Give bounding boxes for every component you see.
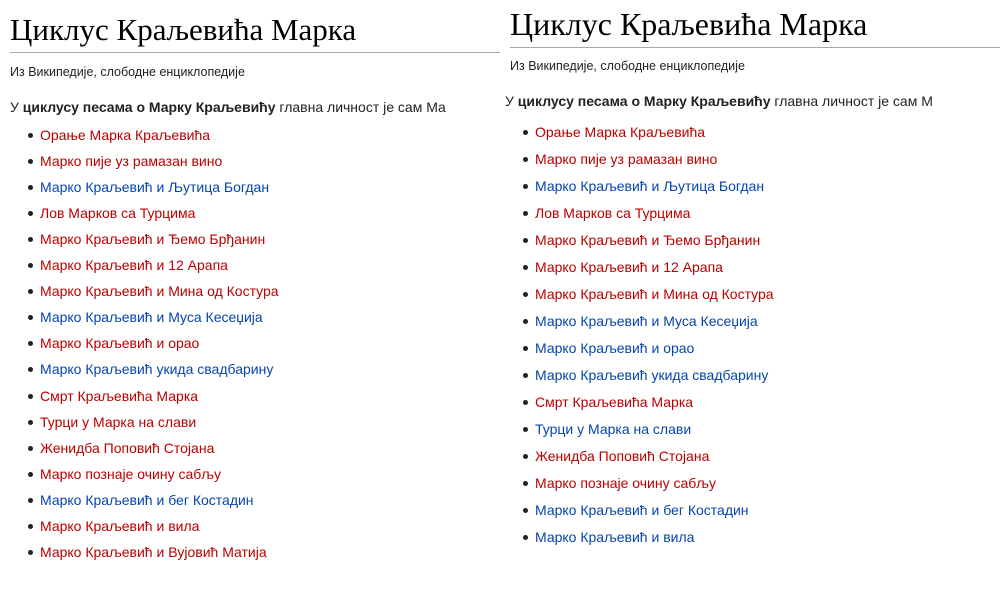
article-link[interactable]: Марко Краљевић и Љутица Богдан — [535, 177, 765, 194]
missing-article-link[interactable]: Лов Марков са Турцима — [535, 204, 691, 221]
list-item — [523, 416, 1000, 443]
list-item — [28, 148, 505, 174]
bullet-icon — [28, 237, 33, 242]
missing-article-link[interactable]: Марко Краљевић и 12 Арапа — [40, 257, 228, 274]
bullet-icon — [523, 157, 528, 162]
list-item — [28, 226, 505, 252]
bullet-icon — [523, 427, 528, 432]
bullet-icon — [28, 367, 33, 372]
article-link[interactable]: Марко Краљевић и бег Костадин — [535, 501, 749, 518]
missing-article-link[interactable]: Марко Краљевић и орао — [40, 335, 200, 352]
intro-suffix: главна личност је сам М — [770, 92, 933, 109]
list-item — [28, 278, 505, 304]
article-link[interactable]: Марко Краљевић и вила — [535, 528, 695, 545]
page-subtitle: Из Википедије, слободне енциклопедије — [510, 58, 745, 73]
list-item — [28, 304, 505, 330]
missing-article-link[interactable]: Марко Краљевић и Мина од Костура — [40, 283, 279, 300]
page-title: Циклус Краљевића Марка — [10, 12, 500, 53]
missing-article-link[interactable]: Марко Краљевић и Ђемо Брђанин — [40, 231, 266, 248]
bullet-icon — [28, 185, 33, 190]
list-item — [523, 362, 1000, 389]
missing-article-link[interactable]: Марко пије уз рамазан вино — [40, 152, 223, 169]
list-item — [28, 252, 505, 278]
missing-article-link[interactable]: Марко Краљевић и Мина од Костура — [535, 285, 774, 302]
list-item — [523, 389, 1000, 416]
bullet-icon — [523, 130, 528, 135]
bullet-icon — [28, 524, 33, 529]
bullet-icon — [523, 211, 528, 216]
missing-article-link[interactable]: Женидба Поповић Стојана — [535, 447, 710, 464]
bullet-icon — [28, 550, 33, 555]
missing-article-link[interactable]: Лов Марков са Турцима — [40, 204, 196, 221]
bullet-icon — [28, 211, 33, 216]
list-item — [523, 308, 1000, 335]
bullet-icon — [28, 159, 33, 164]
intro-prefix: У — [10, 98, 23, 115]
bullet-icon — [28, 394, 33, 399]
missing-article-link[interactable]: Смрт Краљевића Марка — [40, 387, 199, 404]
list-item — [28, 356, 505, 382]
missing-article-link[interactable]: Орање Марка Краљевића — [535, 123, 706, 140]
list-item — [28, 122, 505, 148]
list-item — [523, 497, 1000, 524]
bullet-icon — [523, 184, 528, 189]
missing-article-link[interactable]: Турци у Марка на слави — [40, 413, 197, 430]
bullet-icon — [28, 472, 33, 477]
intro-prefix: У — [505, 92, 518, 109]
list-item — [523, 470, 1000, 497]
intro-paragraph — [10, 99, 505, 115]
bullet-icon — [28, 420, 33, 425]
bullet-icon — [28, 315, 33, 320]
missing-article-link[interactable]: Смрт Краљевића Марка — [535, 393, 694, 410]
list-item — [523, 254, 1000, 281]
missing-article-link[interactable]: Марко Краљевић и вила — [40, 518, 200, 535]
list-item — [28, 174, 505, 200]
list-item — [523, 173, 1000, 200]
bullet-icon — [28, 446, 33, 451]
bullet-icon — [523, 508, 528, 513]
missing-article-link[interactable]: Орање Марка Краљевића — [40, 126, 211, 143]
list-item — [523, 443, 1000, 470]
missing-article-link[interactable]: Марко Краљевић и Ђемо Брђанин — [535, 231, 761, 248]
list-item — [28, 513, 505, 539]
right-page-panel — [505, 0, 1000, 600]
article-link[interactable]: Марко Краљевић укида свадбарину — [535, 366, 769, 383]
missing-article-link[interactable]: Марко Краљевић и 12 Арапа — [535, 258, 723, 275]
list-item — [28, 539, 505, 565]
page-title: Циклус Краљевића Марка — [510, 6, 1000, 48]
bullet-icon — [28, 341, 33, 346]
article-link[interactable]: Марко Краљевић и Муса Кесеџија — [535, 312, 758, 329]
page-subtitle: Из Википедије, слободне енциклопедије — [10, 64, 245, 79]
list-item — [28, 200, 505, 226]
poem-list — [28, 122, 505, 566]
bullet-icon — [28, 498, 33, 503]
list-item — [28, 409, 505, 435]
bullet-icon — [523, 535, 528, 540]
intro-bold-phrase: циклусу песама о Марку Краљевићу — [517, 92, 771, 109]
missing-article-link[interactable]: Марко познаје очину сабљу — [40, 465, 221, 482]
bullet-icon — [523, 319, 528, 324]
article-link[interactable]: Марко Краљевић укида свадбарину — [40, 361, 274, 378]
bullet-icon — [523, 346, 528, 351]
list-item — [28, 435, 505, 461]
missing-article-link[interactable]: Женидба Поповић Стојана — [40, 439, 215, 456]
bullet-icon — [523, 481, 528, 486]
list-item — [523, 146, 1000, 173]
list-item — [523, 119, 1000, 146]
bullet-icon — [523, 400, 528, 405]
list-item — [523, 281, 1000, 308]
article-link[interactable]: Марко Краљевић и Муса Кесеџија — [40, 309, 263, 326]
missing-article-link[interactable]: Марко Краљевић и Вујовић Матија — [40, 544, 267, 561]
article-link[interactable]: Марко Краљевић и Љутица Богдан — [40, 178, 270, 195]
intro-suffix: главна личност је сам Ма — [275, 98, 446, 115]
list-item — [28, 461, 505, 487]
list-item — [28, 330, 505, 356]
list-item — [523, 200, 1000, 227]
article-link[interactable]: Марко Краљевић и орао — [535, 339, 695, 356]
intro-bold-phrase: циклусу песама о Марку Краљевићу — [22, 98, 276, 115]
list-item — [523, 524, 1000, 551]
list-item — [523, 335, 1000, 362]
missing-article-link[interactable]: Марко пије уз рамазан вино — [535, 150, 718, 167]
list-item — [28, 487, 505, 513]
bullet-icon — [523, 373, 528, 378]
bullet-icon — [28, 263, 33, 268]
bullet-icon — [523, 454, 528, 459]
list-item — [28, 383, 505, 409]
list-item — [523, 227, 1000, 254]
bullet-icon — [523, 292, 528, 297]
intro-paragraph — [505, 93, 1000, 109]
missing-article-link[interactable]: Марко познаје очину сабљу — [535, 474, 716, 491]
article-link[interactable]: Марко Краљевић и бег Костадин — [40, 491, 254, 508]
bullet-icon — [28, 133, 33, 138]
bullet-icon — [523, 238, 528, 243]
bullet-icon — [523, 265, 528, 270]
bullet-icon — [28, 289, 33, 294]
poem-list — [523, 119, 1000, 551]
article-link[interactable]: Турци у Марка на слави — [535, 420, 692, 437]
